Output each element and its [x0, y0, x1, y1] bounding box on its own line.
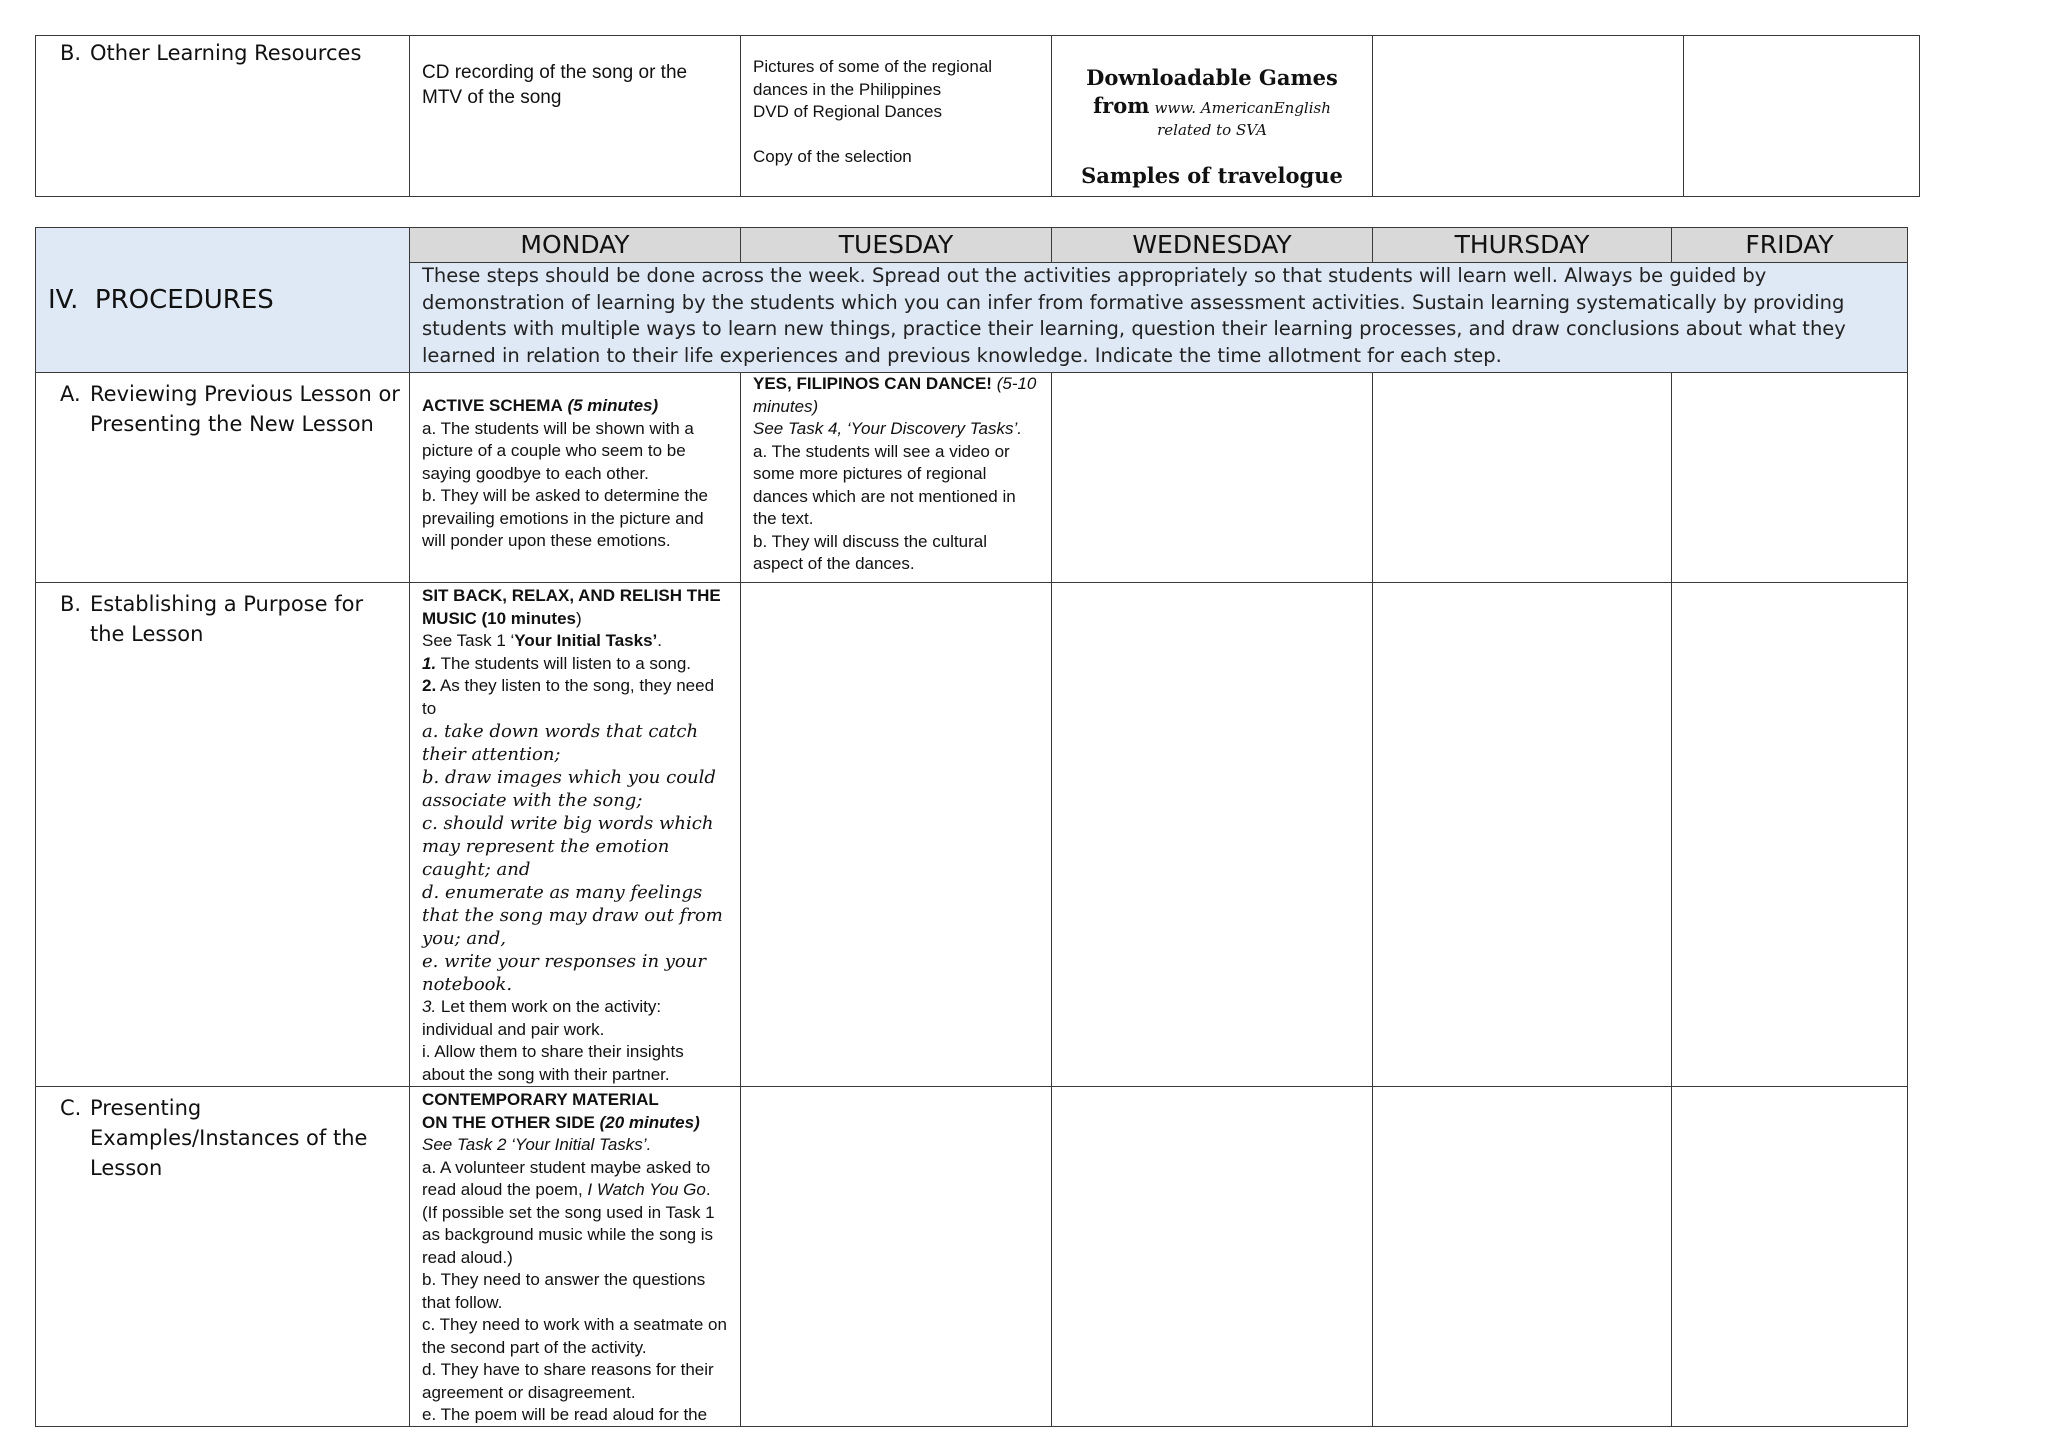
active-schema-b: b. They will be asked to determine the prevailing emotions in the picture and will ponder upon these emotions.	[422, 486, 709, 550]
resources-tuesday-cell	[741, 36, 1052, 197]
relish-music-time-close: )	[576, 608, 582, 628]
row-a-tuesday-cell	[741, 373, 1052, 583]
relish-see-post: .	[657, 631, 662, 650]
filipinos-dance-title: YES, FILIPINOS CAN DANCE!	[753, 374, 992, 393]
row-b-monday-cell	[410, 583, 741, 1087]
day-friday: FRIDAY	[1672, 228, 1908, 263]
relish-see-pre: See Task 1 ‘	[422, 631, 515, 650]
day-wednesday: WEDNESDAY	[1052, 228, 1373, 263]
contemporary-paren: (If possible set the song used in Task 1 as background music while the song is read aloud.)	[422, 1202, 715, 1267]
active-schema-block	[410, 373, 740, 553]
contemporary-material-block	[410, 1087, 740, 1423]
relish-item-a: a. take down words that catch their attention;	[422, 721, 699, 765]
row-c	[36, 1087, 1908, 1427]
procedures-title: PROCEDURES	[94, 285, 274, 315]
procedures-title-cell	[36, 228, 410, 373]
resources-thursday-cell	[1373, 36, 1684, 197]
row-c-thursday-cell	[1373, 1087, 1672, 1427]
procedures-description: These steps should be done across the week. Spread out the activities appropriately so that students will learn well. Always be guided by demonstration of learning by the students which you can infer from formative assessment activities. Sustain learning systematically by providing students with multiple ways to learn new things, practice their learning, question their learning processes, and draw conclusions about what they learned in relation to their life experiences and previous knowledge. Indicate the time allotment for each step.	[410, 263, 1908, 373]
row-b-tuesday-cell	[741, 583, 1052, 1087]
row-b-label-cell	[36, 583, 410, 1087]
filipinos-dance-time: (5-10 minutes)	[753, 374, 1037, 416]
relish-item-e: e. write your responses in your notebook.	[422, 951, 706, 995]
relish-music-block	[410, 583, 740, 1086]
learning-resources-table	[35, 35, 1920, 197]
filipinos-dance-block	[741, 373, 1051, 576]
contemporary-d: d. They have to share reasons for their agreement or disagreement.	[422, 1360, 714, 1402]
day-thursday: THURSDAY	[1373, 228, 1672, 263]
row-c-tuesday-cell	[741, 1087, 1052, 1427]
samples-travelogue: Samples of travelogue	[1081, 163, 1343, 188]
relish-s3: Let them work on the activity: individual and pair work.	[422, 997, 662, 1039]
procedures-numeral: IV.	[48, 285, 79, 315]
downloadable-games-block	[1052, 36, 1372, 190]
contemporary-c: c. They need to work with a seatmate on the second part of the activity.	[422, 1315, 727, 1357]
relish-item-c: c. should write big words which may represent the emotion caught; and	[422, 813, 714, 880]
active-schema-title: ACTIVE SCHEMA	[422, 396, 563, 415]
row-b	[36, 583, 1908, 1087]
row-a-label: Reviewing Previous Lesson or Presenting the New Lesson	[90, 382, 400, 436]
contemporary-time: (20 minutes)	[599, 1112, 700, 1132]
row-a-thursday-cell	[1373, 373, 1672, 583]
row-a-monday-cell	[410, 373, 741, 583]
row-a	[36, 373, 1908, 583]
contemporary-see: See Task 2 ‘Your Initial Tasks’.	[422, 1135, 652, 1154]
row-c-label: Presenting Examples/Instances of the Lesson	[90, 1096, 368, 1180]
resources-label-cell	[36, 36, 410, 197]
other-learning-resources-row	[36, 36, 1920, 197]
resources-letter: B.	[60, 41, 82, 65]
contemporary-e: e. The poem will be read aloud for the	[422, 1405, 708, 1423]
row-c-label-cell	[36, 1087, 410, 1427]
row-c-wednesday-cell	[1052, 1087, 1373, 1427]
active-schema-time: (5 minutes)	[567, 396, 659, 415]
relish-item-d: d. enumerate as many feelings that the song may draw out from you; and,	[422, 882, 723, 949]
row-a-label-cell	[36, 373, 410, 583]
relish-i1: i. Allow them to share their insights about the song with their partner.	[422, 1042, 684, 1084]
row-a-friday-cell	[1672, 373, 1908, 583]
contemporary-title2: ON THE OTHER SIDE	[422, 1112, 595, 1132]
resources-tuesday-line1: Pictures of some of the regional dances in the Philippines	[753, 57, 993, 99]
resources-tuesday-text	[741, 36, 1051, 168]
relish-s2: As they listen to the song, they need to	[422, 676, 715, 718]
resources-label: Other Learning Resources	[90, 41, 362, 65]
games-from: from	[1093, 93, 1150, 118]
resources-friday-cell	[1684, 36, 1920, 197]
relish-n2: 2.	[422, 676, 437, 695]
row-b-thursday-cell	[1373, 583, 1672, 1087]
relish-music-time: (10 minutes	[481, 608, 576, 628]
row-a-wednesday-cell	[1052, 373, 1373, 583]
row-b-label: Establishing a Purpose for the Lesson	[90, 592, 364, 646]
relish-n1: 1.	[422, 653, 437, 673]
games-site: www. AmericanEnglish	[1154, 99, 1331, 117]
contemporary-b: b. They need to answer the questions that follow.	[422, 1270, 706, 1312]
row-c-letter: C.	[60, 1096, 82, 1120]
filipinos-dance-a: a. The students will see a video or some more pictures of regional dances which are not mentioned in the text.	[753, 441, 1016, 528]
resources-tuesday-line2: DVD of Regional Dances	[753, 102, 942, 121]
resources-tuesday-line3: Copy of the selection	[753, 146, 912, 166]
games-related: related to SVA	[1157, 121, 1267, 139]
day-monday: MONDAY	[410, 228, 741, 263]
relish-music-title: SIT BACK, RELAX, AND RELISH THE MUSIC	[422, 586, 721, 628]
games-title: Downloadable Games	[1086, 65, 1338, 90]
resources-wednesday-cell	[1052, 36, 1373, 197]
day-header-row	[36, 228, 1908, 263]
filipinos-dance-b: b. They will discuss the cultural aspect of the dances.	[753, 531, 988, 573]
relish-n3: 3.	[422, 997, 437, 1016]
contemporary-a-poem: I Watch You Go	[587, 1180, 706, 1199]
filipinos-dance-see: See Task 4, ‘Your Discovery Tasks’.	[753, 419, 1022, 438]
resources-monday-text: CD recording of the song or the MTV of the song	[422, 62, 688, 108]
row-b-friday-cell	[1672, 583, 1908, 1087]
day-tuesday: TUESDAY	[741, 228, 1052, 263]
relish-s1: The students will listen to a song.	[436, 653, 692, 673]
row-b-letter: B.	[60, 592, 82, 616]
row-a-letter: A.	[60, 382, 81, 406]
active-schema-a: a. The students will be shown with a picture of a couple who seem to be saying goodbye to each other.	[422, 418, 694, 483]
relish-see-bold: Your Initial Tasks’	[514, 631, 658, 650]
resources-monday-cell	[410, 36, 741, 197]
contemporary-a-pre: a. A volunteer student maybe asked to read aloud the poem,	[422, 1157, 711, 1199]
contemporary-title1: CONTEMPORARY MATERIAL	[422, 1090, 659, 1109]
contemporary-a-post: .	[705, 1180, 711, 1199]
row-b-wednesday-cell	[1052, 583, 1373, 1087]
row-c-monday-cell	[410, 1087, 741, 1427]
procedures-table	[35, 227, 1908, 1427]
relish-item-b: b. draw images which you could associate with the song;	[422, 767, 716, 811]
row-c-friday-cell	[1672, 1087, 1908, 1427]
